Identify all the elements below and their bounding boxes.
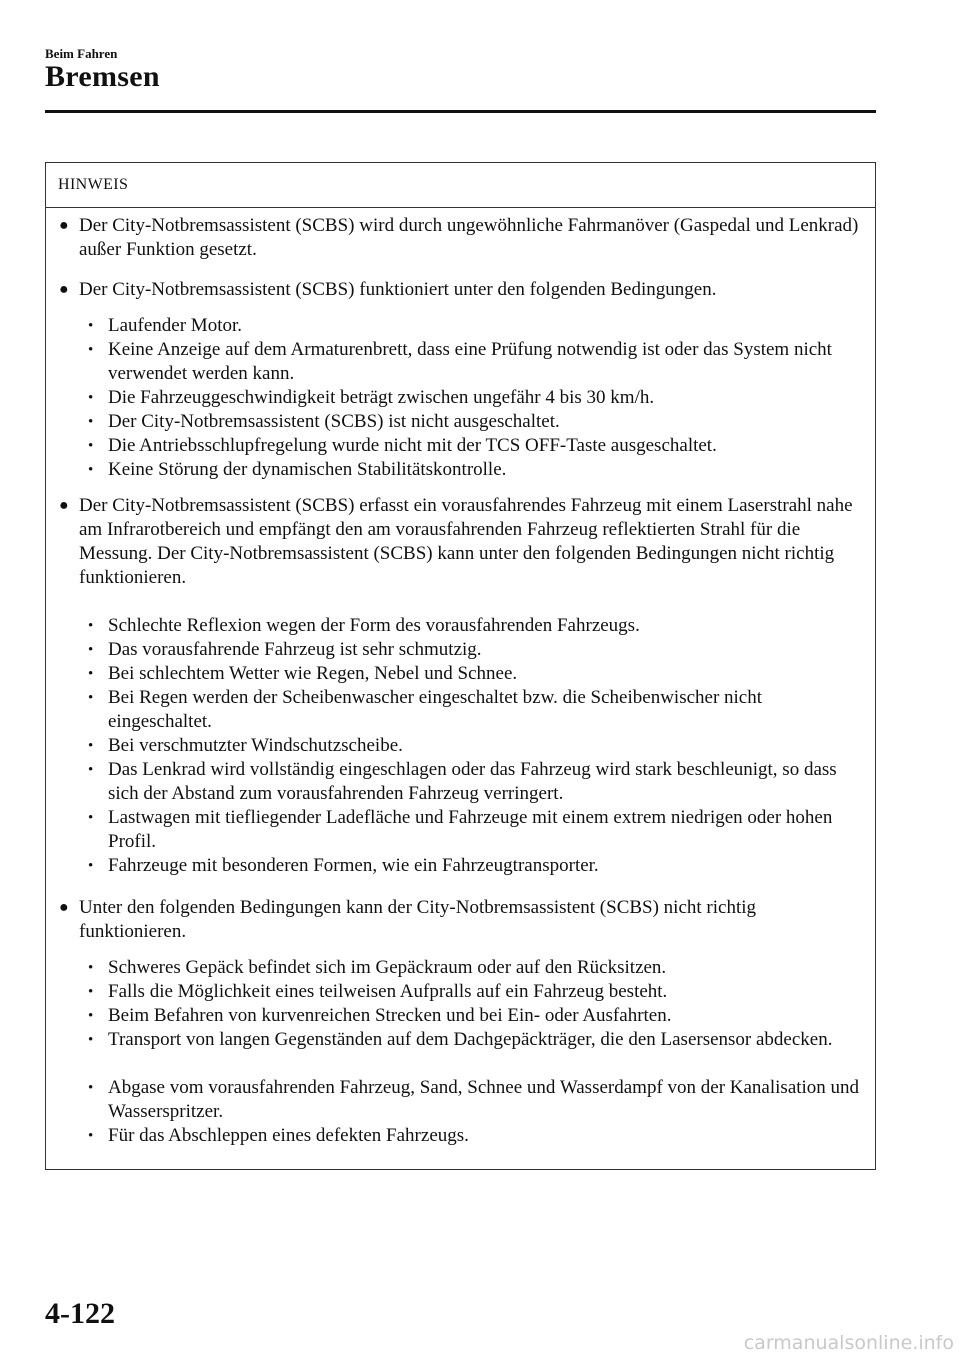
- sub-item: • Falls die Möglichkeit eines teilweisen Aufpralls auf ein Fahrzeug besteht.: [88, 981, 668, 1002]
- sub-item: • Keine Störung der dynamischen Stabilitätskontrolle.: [88, 459, 507, 480]
- sub-bullet-icon: •: [88, 960, 94, 976]
- note-item: ● Der City-Notbremsassistent (SCBS) wird durch ungewöhnliche Fahrmanöver (Gaspedal und Lenkrad) außer Funktion gesetzt.: [59, 215, 859, 260]
- sub-bullet-icon: •: [88, 414, 94, 430]
- section-label: Beim Fahren: [45, 46, 118, 61]
- bullet-icon: ●: [59, 497, 69, 514]
- watermark: carmanualsonline.info: [743, 1332, 954, 1354]
- sub-item: • Bei schlechtem Wetter wie Regen, Nebel und Schnee.: [88, 663, 518, 684]
- sub-bullet-icon: •: [88, 690, 94, 706]
- sub-item: • Bei Regen werden der Scheibenwascher eingeschaltet bzw. die Scheibenwischer nicht eingeschaltet.: [88, 687, 763, 732]
- sub-item: • Die Antriebsschlupfregelung wurde nicht mit der TCS OFF-Taste ausgeschaltet.: [88, 435, 717, 456]
- page-number: 4-122: [45, 1297, 115, 1330]
- sub-item: • Fahrzeuge mit besonderen Formen, wie ein Fahrzeugtransporter.: [88, 855, 599, 876]
- sub-item: • Beim Befahren von kurvenreichen Strecken und bei Ein- oder Ausfahrten.: [88, 1005, 672, 1026]
- sub-bullet-icon: •: [88, 666, 94, 682]
- sub-item: • Schlechte Reflexion wegen der Form des vorausfahrenden Fahrzeugs.: [88, 615, 640, 636]
- sub-item: • Das Lenkrad wird vollständig eingeschlagen oder das Fahrzeug wird stark beschleunigt, so dass sich der Abstand zum vorausfahrenden Fahrzeug verringert.: [88, 759, 837, 804]
- sub-item: • Die Fahrzeuggeschwindigkeit beträgt zwischen ungefähr 4 bis 30 km/h.: [88, 387, 655, 408]
- sub-item: • Keine Anzeige auf dem Armaturenbrett, dass eine Prüfung notwendig ist oder das System nicht verwendet werden kann.: [88, 339, 832, 384]
- sub-item: • Das vorausfahrende Fahrzeug ist sehr schmutzig.: [88, 639, 482, 660]
- bullet-icon: ●: [59, 899, 69, 916]
- note-item: ● Unter den folgenden Bedingungen kann der City-Notbremsassistent (SCBS) nicht richtig funktionieren.: [59, 897, 757, 942]
- sub-item: • Bei verschmutzter Windschutzscheibe.: [88, 735, 403, 756]
- sub-item: • Abgase vom vorausfahrenden Fahrzeug, Sand, Schnee und Wasserdampf von der Kanalisation und Wasserspritzer.: [88, 1077, 860, 1122]
- sub-item: • Der City-Notbremsassistent (SCBS) ist nicht ausgeschaltet.: [88, 411, 560, 432]
- note-heading: HINWEIS: [46, 163, 875, 208]
- sub-bullet-icon: •: [88, 438, 94, 454]
- sub-item: • Transport von langen Gegenständen auf dem Dachgepäckträger, die den Lasersensor abdecken.: [88, 1029, 833, 1050]
- sub-item: • Schweres Gepäck befindet sich im Gepäckraum oder auf den Rücksitzen.: [88, 957, 667, 978]
- sub-bullet-icon: •: [88, 642, 94, 658]
- note-item: ● Der City-Notbremsassistent (SCBS) erfasst ein vorausfahrendes Fahrzeug mit einem Laserstrahl nahe am Infrarotbereich und empfängt den am vorausfahrenden Fahrzeug reflektierten Strahl für die Messung. Der City-Notbremsassistent (SCBS) kann unter den folgenden Bedingungen nicht richtig funktionieren.: [59, 495, 853, 588]
- sub-bullet-icon: •: [88, 390, 94, 406]
- sub-bullet-icon: •: [88, 858, 94, 874]
- sub-bullet-icon: •: [88, 762, 94, 778]
- sub-bullet-icon: •: [88, 618, 94, 634]
- note-item: ● Der City-Notbremsassistent (SCBS) funktioniert unter den folgenden Bedingungen.: [59, 279, 717, 300]
- sub-bullet-icon: •: [88, 1080, 94, 1096]
- page-title: Bremsen: [45, 60, 160, 93]
- sub-bullet-icon: •: [88, 738, 94, 754]
- note-box: [45, 162, 876, 1170]
- sub-bullet-icon: •: [88, 318, 94, 334]
- sub-bullet-icon: •: [88, 810, 94, 826]
- sub-bullet-icon: •: [88, 984, 94, 1000]
- bullet-icon: ●: [59, 281, 69, 298]
- bullet-icon: ●: [59, 217, 69, 234]
- sub-item: • Laufender Motor.: [88, 315, 243, 336]
- sub-item: • Lastwagen mit tiefliegender Ladefläche und Fahrzeuge mit einem extrem niedrigen oder hohen Profil.: [88, 807, 833, 852]
- sub-bullet-icon: •: [88, 342, 94, 358]
- sub-bullet-icon: •: [88, 1128, 94, 1144]
- sub-bullet-icon: •: [88, 462, 94, 478]
- title-rule: [45, 110, 876, 113]
- sub-bullet-icon: •: [88, 1008, 94, 1024]
- sub-item: • Für das Abschleppen eines defekten Fahrzeugs.: [88, 1125, 469, 1146]
- sub-bullet-icon: •: [88, 1032, 94, 1048]
